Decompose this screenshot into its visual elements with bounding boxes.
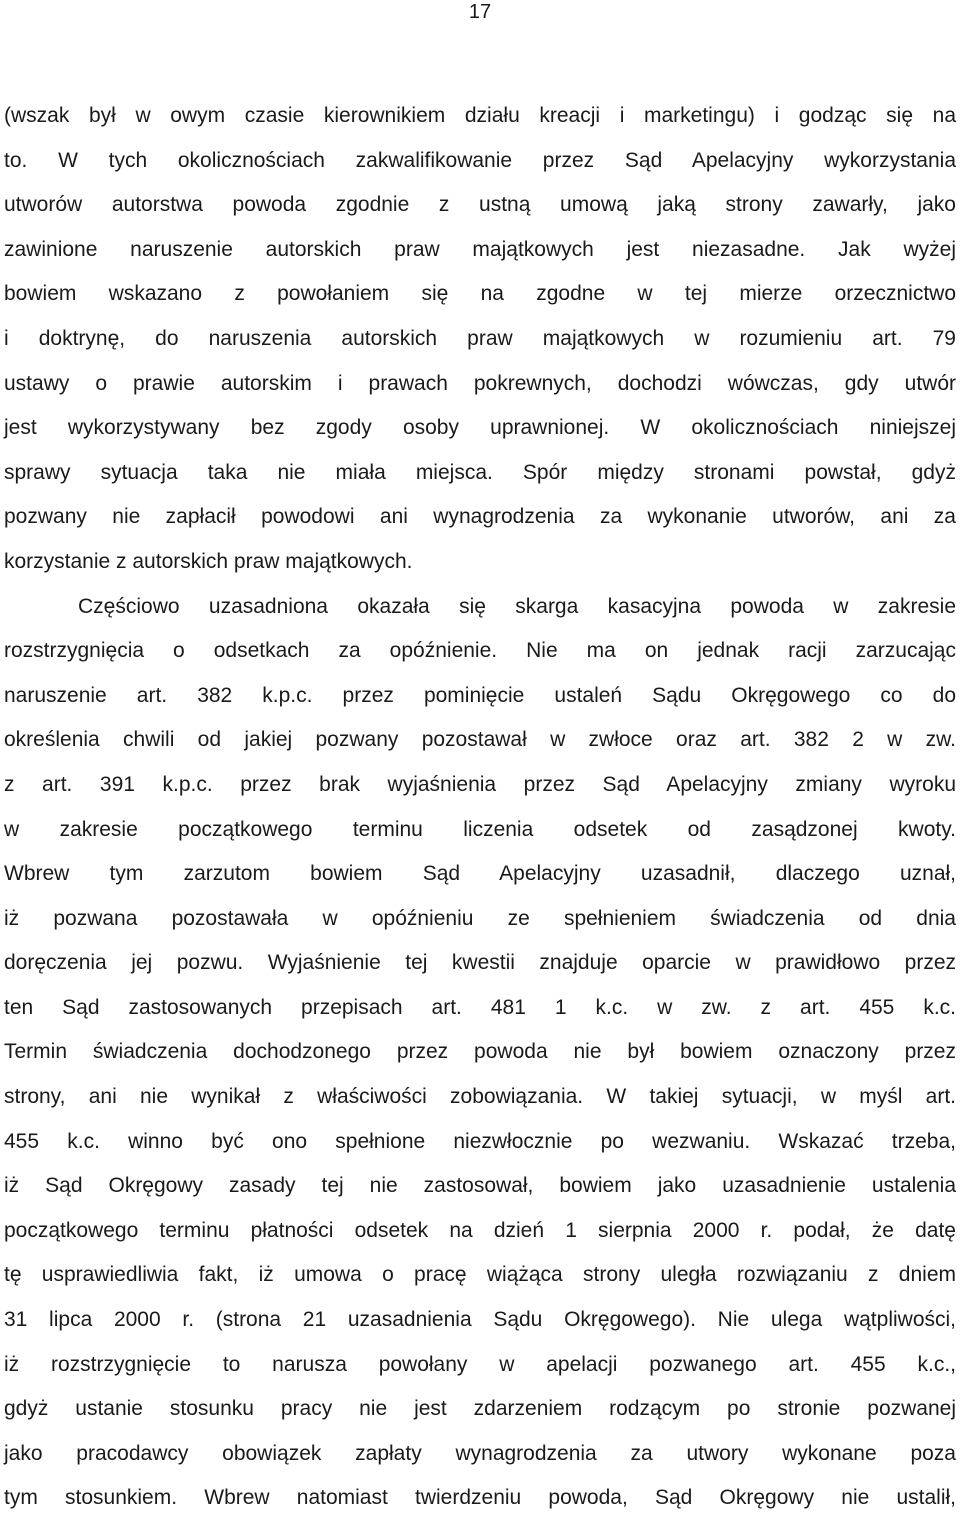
page-number: 17 xyxy=(468,1,492,23)
text-line: określenia chwili od jakiej pozwany pozostawał w zwłoce oraz art. 382 2 w zw. xyxy=(4,728,956,752)
text-line: strony, ani nie wynikał z właściwości zobowiązania. W takiej sytuacji, w myśl art. xyxy=(4,1085,956,1109)
text-line: bowiem wskazano z powołaniem się na zgodne w tej mierze orzecznictwo xyxy=(4,282,956,306)
text-line: doręczenia jej pozwu. Wyjaśnienie tej kwestii znajduje oparcie w prawidłowo przez xyxy=(4,951,956,975)
text-line: tym stosunkiem. Wbrew natomiast twierdzeniu powoda, Sąd Okręgowy nie ustalił, xyxy=(4,1486,956,1510)
text-line: ustawy o prawie autorskim i prawach pokrewnych, dochodzi wówczas, gdy utwór xyxy=(4,371,956,395)
text-line: z art. 391 k.p.c. przez brak wyjaśnienia przez Sąd Apelacyjny zmiany wyroku xyxy=(4,772,956,796)
text-line: 455 k.c. winno być ono spełnione niezwłocznie po wezwaniu. Wskazać trzeba, xyxy=(4,1129,956,1153)
text-line: 31 lipca 2000 r. (strona 21 uzasadnienia Sądu Okręgowego). Nie ulega wątpliwości, xyxy=(4,1308,956,1332)
text-line: iż rozstrzygnięcie to narusza powołany w apelacji pozwanego art. 455 k.c., xyxy=(4,1352,956,1376)
text-line: Termin świadczenia dochodzonego przez powoda nie był bowiem oznaczony przez xyxy=(4,1040,956,1064)
text-line: ten Sąd zastosowanych przepisach art. 481 1 k.c. w zw. z art. 455 k.c. xyxy=(4,995,956,1019)
text-line: rozstrzygnięcia o odsetkach za opóźnienie. Nie ma on jednak racji zarzucając xyxy=(4,639,956,663)
text-line: iż pozwana pozostawała w opóźnieniu ze spełnieniem świadczenia od dnia xyxy=(4,906,956,930)
text-line: jako pracodawcy obowiązek zapłaty wynagrodzenia za utwory wykonane poza xyxy=(4,1441,956,1465)
text-line: utworów autorstwa powoda zgodnie z ustną umową jaką strony zawarły, jako xyxy=(4,193,956,217)
text-line: naruszenie art. 382 k.p.c. przez pominięcie ustaleń Sądu Okręgowego co do xyxy=(4,683,956,707)
text-line: sprawy sytuacja taka nie miała miejsca. Spór między stronami powstał, gdyż xyxy=(4,460,956,484)
text-line: Częściowo uzasadniona okazała się skarga kasacyjna powoda w zakresie xyxy=(78,594,956,618)
text-line: gdyż ustanie stosunku pracy nie jest zdarzeniem rodzącym po stronie pozwanej xyxy=(4,1397,956,1421)
document-body xyxy=(4,94,956,1521)
text-line: Wbrew tym zarzutom bowiem Sąd Apelacyjny uzasadnił, dlaczego uznał, xyxy=(4,862,956,886)
text-line: w zakresie początkowego terminu liczenia odsetek od zasądzonej kwoty. xyxy=(4,817,956,841)
text-line: zawinione naruszenie autorskich praw majątkowych jest niezasadne. Jak wyżej xyxy=(4,237,956,261)
text-line: iż Sąd Okręgowy zasady tej nie zastosował, bowiem jako uzasadnienie ustalenia xyxy=(4,1174,956,1198)
text-line: jest wykorzystywany bez zgody osoby uprawnionej. W okolicznościach niniejszej xyxy=(4,416,956,440)
text-line: początkowego terminu płatności odsetek na dzień 1 sierpnia 2000 r. podał, że datę xyxy=(4,1218,956,1242)
text-line: to. W tych okolicznościach zakwalifikowanie przez Sąd Apelacyjny wykorzystania xyxy=(4,148,956,172)
text-line: korzystanie z autorskich praw majątkowych. xyxy=(4,549,413,573)
text-line: (wszak był w owym czasie kierownikiem działu kreacji i marketingu) i godząc się na xyxy=(4,104,956,127)
text-line: pozwany nie zapłacił powodowi ani wynagrodzenia za wykonanie utworów, ani za xyxy=(4,505,956,529)
text-line: tę usprawiedliwia fakt, iż umowa o pracę wiążąca strony uległa rozwiązaniu z dniem xyxy=(4,1263,956,1287)
text-line: i doktrynę, do naruszenia autorskich praw majątkowych w rozumieniu art. 79 xyxy=(4,326,956,350)
